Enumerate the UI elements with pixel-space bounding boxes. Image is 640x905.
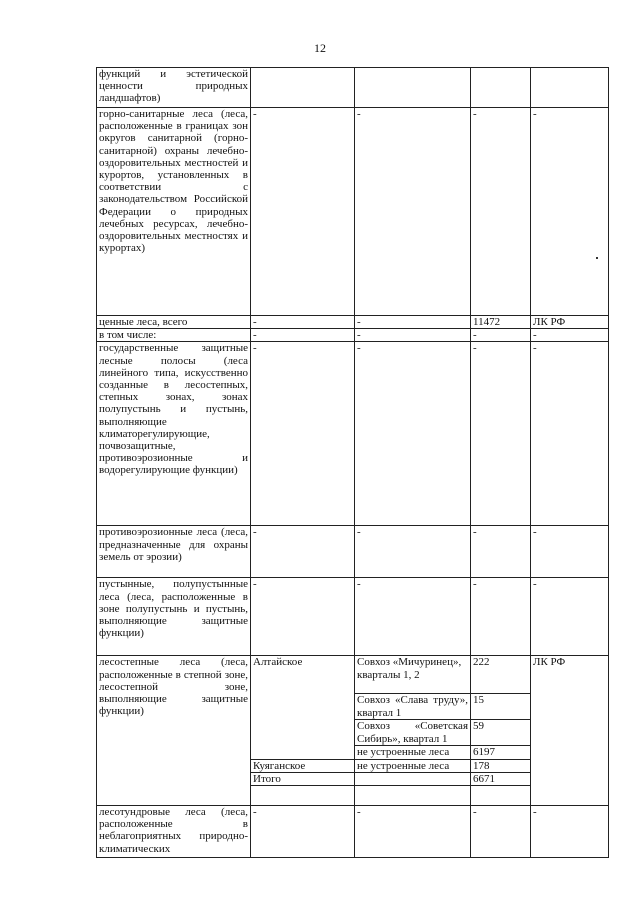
location-cell: - <box>355 329 471 342</box>
table-row <box>97 526 609 578</box>
lesnichestvo-cell: - <box>251 806 355 858</box>
basis-cell: ЛК РФ <box>531 316 609 329</box>
location-cell: не устроенные леса <box>355 746 471 759</box>
area-cell: 178 <box>471 759 531 772</box>
area-cell <box>471 786 531 806</box>
location-cell <box>355 772 471 785</box>
lesnichestvo-cell: - <box>251 526 355 578</box>
basis-cell: - <box>531 329 609 342</box>
category-cell: лесотундровые леса (леса, расположенные в неблагоприятных природно-климатических <box>97 806 251 858</box>
lesnichestvo-cell: - <box>251 108 355 316</box>
lesnichestvo-cell: - <box>251 329 355 342</box>
location-cell <box>355 68 471 108</box>
table-row <box>97 329 609 342</box>
location-cell: Совхоз «Мичуринец», кварталы 1, 2 <box>355 656 471 694</box>
category-cell: в том числе: <box>97 329 251 342</box>
basis-cell: - <box>531 108 609 316</box>
protective-forests-table <box>96 67 609 858</box>
area-cell: - <box>471 526 531 578</box>
table-row <box>97 68 609 108</box>
category-cell: противоэрозионные леса (леса, предназначенные для охраны земель от эрозии) <box>97 526 251 578</box>
lesnichestvo-cell: - <box>251 578 355 656</box>
location-cell: Совхоз «Советская Сибирь», квартал 1 <box>355 720 471 746</box>
table-row <box>97 342 609 526</box>
location-cell: не устроенные леса <box>355 759 471 772</box>
area-cell: 6197 <box>471 746 531 759</box>
lesnichestvo-cell: - <box>251 316 355 329</box>
total-area-cell: 6671 <box>471 772 531 785</box>
location-cell: Совхоз «Слава труду», квартал 1 <box>355 694 471 720</box>
basis-cell <box>531 68 609 108</box>
basis-cell: - <box>531 578 609 656</box>
area-cell: - <box>471 329 531 342</box>
table-row <box>97 656 609 694</box>
area-cell: 59 <box>471 720 531 746</box>
area-cell: - <box>471 806 531 858</box>
location-cell: - <box>355 526 471 578</box>
location-cell: - <box>355 342 471 526</box>
location-cell: - <box>355 578 471 656</box>
category-cell: государственные защитные лесные полосы (леса линейного типа, искусственно созданные в лесостепных, степных зонах, зонах полупустынь и пустынь, выполняющие климаторегулирующие, почвозащитные, противоэрозионные и водорегулирующие функции) <box>97 342 251 526</box>
category-cell: функций и эстетической ценности природных ландшафтов) <box>97 68 251 108</box>
table-row <box>97 578 609 656</box>
area-cell: - <box>471 342 531 526</box>
area-cell: 222 <box>471 656 531 694</box>
area-cell: 15 <box>471 694 531 720</box>
location-cell: - <box>355 108 471 316</box>
lesnichestvo-cell <box>251 68 355 108</box>
area-cell <box>471 68 531 108</box>
location-cell: - <box>355 806 471 858</box>
category-cell: ценные леса, всего <box>97 316 251 329</box>
total-label-cell: Итого <box>251 772 355 785</box>
area-cell: - <box>471 108 531 316</box>
lesnichestvo-cell: - <box>251 342 355 526</box>
location-cell: - <box>355 316 471 329</box>
category-cell: пустынные, полупустынные леса (леса, расположенные в зоне полупустынь и пустынь, выполняющие защитные функции) <box>97 578 251 656</box>
page-number: 12 <box>314 41 326 55</box>
table-row <box>97 108 609 316</box>
area-cell: 11472 <box>471 316 531 329</box>
lesnichestvo-cell: Алтайское <box>251 656 355 759</box>
lesnichestvo-cell: Куяганское <box>251 759 355 772</box>
basis-cell: - <box>531 526 609 578</box>
category-cell: лесостепные леса (леса, расположенные в степной зоне, лесостепной зоне, выполняющие защитные функции) <box>97 656 251 806</box>
lesnichestvo-cell <box>251 786 355 806</box>
basis-cell: ЛК РФ <box>531 656 609 806</box>
category-cell: горно-санитарные леса (леса, расположенные в границах зон округов санитарной (горно-санитарной) охраны лечебно-оздоровительных местностей и курортов, установленных в соответствии с законодательством Российской Федерации о природных лечебных ресурсах, лечебно-оздоровительных местностях и курортах) <box>97 108 251 316</box>
area-cell: - <box>471 578 531 656</box>
table-row <box>97 316 609 329</box>
location-cell <box>355 786 471 806</box>
basis-cell: - <box>531 806 609 858</box>
basis-cell: - <box>531 342 609 526</box>
table-row <box>97 806 609 858</box>
stray-dot <box>596 257 598 259</box>
